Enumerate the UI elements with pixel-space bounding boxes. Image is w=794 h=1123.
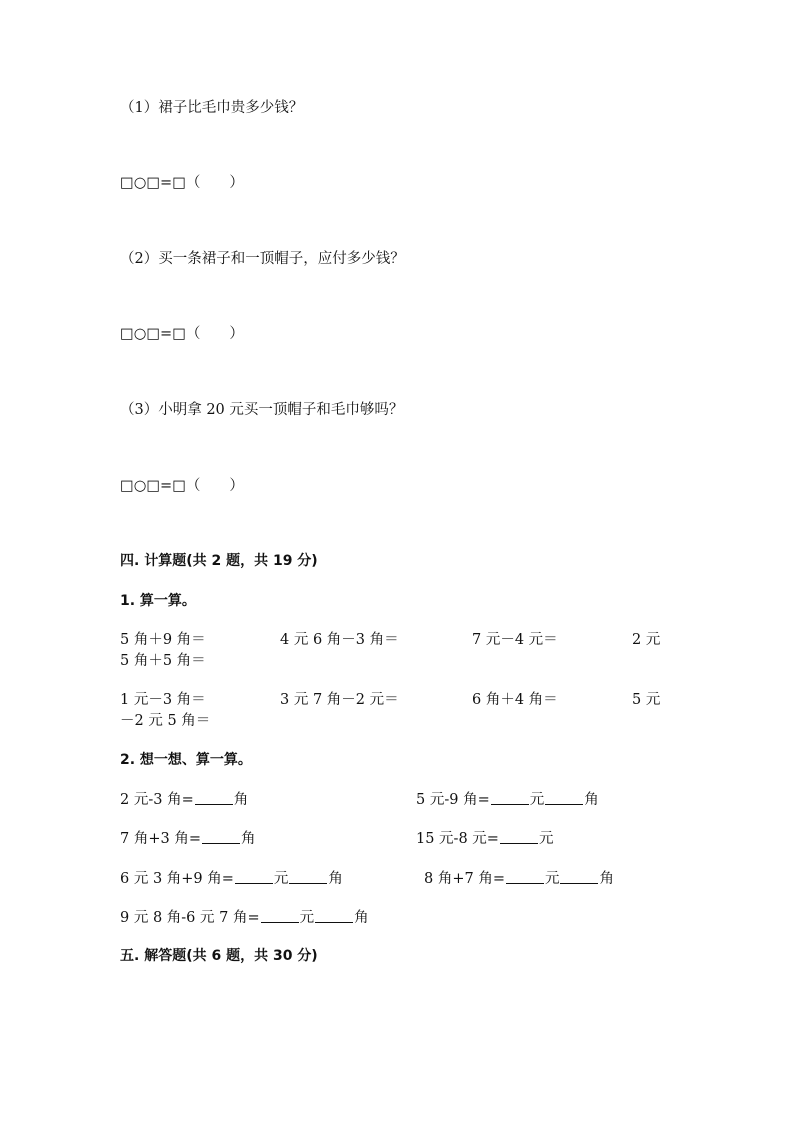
answer-blank[interactable] xyxy=(560,869,598,884)
question-1-text: （1）裙子比毛巾贵多少钱？ xyxy=(120,100,304,116)
blank-item-4: 15 元-8 元= 元 xyxy=(416,831,554,847)
calc-row1-item4-end: 5 角＋5 角＝ xyxy=(120,653,206,669)
calc-row2-item1: 1 元－3 角＝ xyxy=(120,692,206,708)
blank-item-3: 7 角+3 角= 角 xyxy=(120,831,256,847)
answer-blank[interactable] xyxy=(195,790,233,805)
answer-blank[interactable] xyxy=(289,869,327,884)
calc-row1-item4-start: 2 元 xyxy=(632,632,661,648)
question-2-text: （2）买一条裙子和一顶帽子，应付多少钱？ xyxy=(120,251,405,267)
section-4-q1-title: 1. 算一算。 xyxy=(120,593,196,609)
answer-blank[interactable] xyxy=(491,790,529,805)
question-1-formula: □○□=□（ ） xyxy=(120,175,244,191)
answer-blank[interactable] xyxy=(500,829,538,844)
calc-row2-item4-start: 5 元 xyxy=(632,692,661,708)
section-4-title: 四. 计算题(共 2 题，共 19 分) xyxy=(120,553,318,569)
answer-blank[interactable] xyxy=(315,908,353,923)
question-2-formula: □○□=□（ ） xyxy=(120,326,244,342)
blank-item-1: 2 元-3 角= 角 xyxy=(120,792,249,808)
blank-item-2: 5 元-9 角= 元 角 xyxy=(416,792,599,808)
calc-row2-item2: 3 元 7 角－2 元＝ xyxy=(280,692,399,708)
calc-row1-item3: 7 元－4 元＝ xyxy=(472,632,558,648)
answer-blank[interactable] xyxy=(261,908,299,923)
question-3-text: （3）小明拿 20 元买一顶帽子和毛巾够吗？ xyxy=(120,402,404,418)
question-3-formula: □○□=□（ ） xyxy=(120,478,244,494)
blank-item-5: 6 元 3 角+9 角= 元 角 xyxy=(120,871,343,887)
section-5-title: 五. 解答题(共 6 题，共 30 分) xyxy=(120,948,318,964)
blank-item-7: 9 元 8 角-6 元 7 角= 元 角 xyxy=(120,910,369,926)
section-4-q2-title: 2. 想一想、算一算。 xyxy=(120,752,252,768)
blank-item-6: 8 角+7 角= 元 角 xyxy=(424,871,614,887)
calc-row2-item3: 6 角＋4 角＝ xyxy=(472,692,558,708)
calc-row2-item4-end: －2 元 5 角＝ xyxy=(120,713,211,729)
calc-row1-item2: 4 元 6 角－3 角＝ xyxy=(280,632,399,648)
calc-row1-item1: 5 角＋9 角＝ xyxy=(120,632,206,648)
answer-blank[interactable] xyxy=(235,869,273,884)
answer-blank[interactable] xyxy=(506,869,544,884)
answer-blank[interactable] xyxy=(545,790,583,805)
answer-blank[interactable] xyxy=(202,829,240,844)
